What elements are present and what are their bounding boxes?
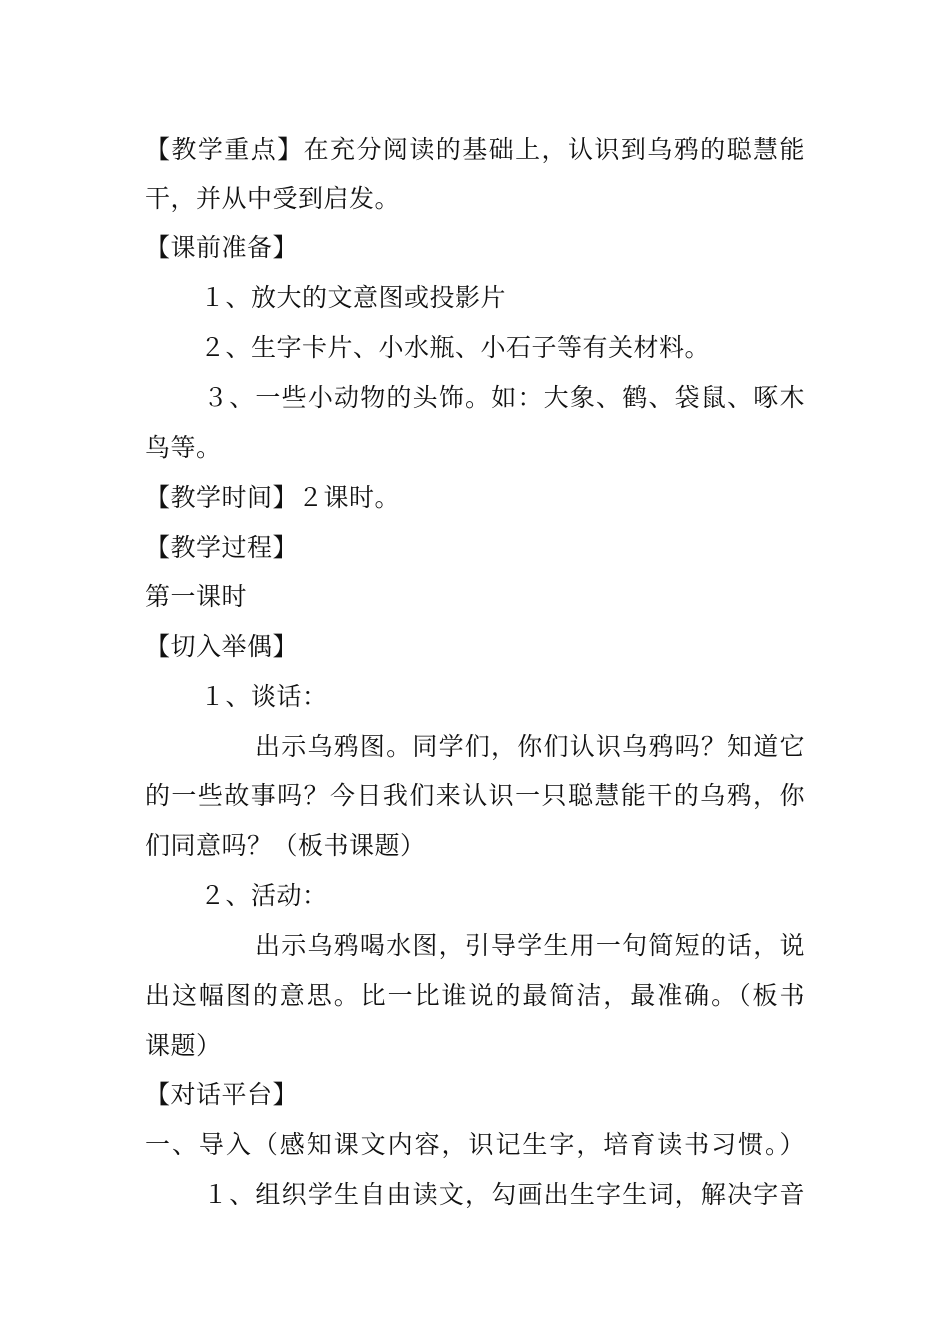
prep-item-1: １、放大的文意图或投影片 [200, 283, 507, 312]
prep-item-3-cont: 鸟等。 [145, 433, 222, 462]
heading-entry: 【切入举偶】 [145, 632, 299, 661]
heading-first-lesson: 第一课时 [145, 582, 248, 611]
entry-item-2-text-end: 课题） [145, 1031, 222, 1060]
entry-item-2-text-cont: 出这幅图的意思。比一比谁说的最简洁，最准确。（板书 [145, 981, 805, 1010]
prep-item-3: ３、一些小动物的头饰。如：大象、鹤、袋鼠、啄木 [203, 383, 805, 412]
prep-item-2: ２、生字卡片、小水瓶、小石子等有关材料。 [200, 333, 711, 362]
heading-teaching-process: 【教学过程】 [145, 533, 299, 562]
entry-item-1: １、谈话： [200, 682, 328, 711]
heading-preparation: 【课前准备】 [145, 233, 299, 262]
entry-item-1-text-cont: 的一些故事吗？今日我们来认识一只聪慧能干的乌鸦，你 [145, 781, 805, 810]
entry-item-2: ２、活动： [200, 881, 328, 910]
text-line-teaching-focus-cont: 干，并从中受到启发。 [145, 184, 401, 213]
heading-dialogue: 【对话平台】 [145, 1080, 299, 1109]
section-intro: 一、导入（感知课文内容，识记生字，培育读书习惯。） [145, 1130, 805, 1159]
text-line-teaching-focus: 【教学重点】在充分阅读的基础上，认识到乌鸦的聪慧能 [145, 135, 805, 164]
entry-item-1-text: 出示乌鸦图。同学们，你们认识乌鸦吗？知道它 [255, 732, 805, 761]
intro-item-1: １、组织学生自由读文，勾画出生字生词，解决字音 [203, 1180, 805, 1209]
entry-item-2-text: 出示乌鸦喝水图，引导学生用一句简短的话，说 [255, 931, 805, 960]
entry-item-1-text-end: 们同意吗？（板书课题） [145, 831, 426, 860]
heading-teaching-time: 【教学时间】２课时。 [145, 483, 401, 512]
